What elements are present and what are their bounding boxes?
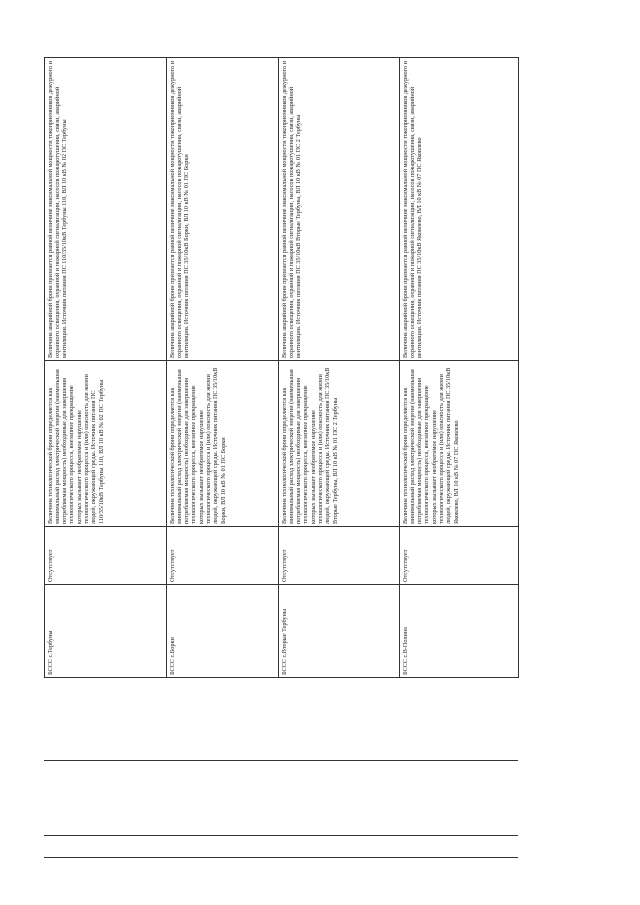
status-cell: Отсутствует: [279, 527, 400, 585]
emergency-armor-cell: Величина аварийной брони признается равной величине максимальной мощности токоприемников дежурного и охранного освещения, охранной и пожарной сигнализации, насосов пожаротушения, связи, аварийной вентиляции. Источник питания ПС 35/10кВ Борки, ВЛ 10 кВ № 01 ПС Борки: [167, 58, 279, 361]
object-name-cell: БССС с.Тербуны: [45, 585, 167, 678]
divider-line: [44, 760, 518, 761]
technological-armor-cell: Величина технологической брони определяется как минимальный расход электрической энергии (наименьшая потребляемая мощность) необходимые для завершения технологического процесса, внезапное прекращение которых вызывает необратимое нарушение технологического процесса и (или) опасность для жизни людей, окружающей среды. Источник питания ПС 35/10кВ Борки, ВЛ 10 кВ № 01 ПС Борки: [167, 361, 279, 527]
rotated-table-area: [44, 58, 518, 678]
table-row: [279, 58, 400, 678]
divider-line: [44, 857, 518, 858]
status-cell: Отсутствует: [167, 527, 279, 585]
rotated-table-container: [44, 58, 518, 678]
divider-line: [44, 835, 518, 836]
emergency-armor-cell: Величина аварийной брони признается равной величине максимальной мощности токоприемников дежурного и охранного освещения, охранной и пожарной сигнализации, насосов пожаротушения, связи, аварийной вентиляции. Источник питания ПС 35/10кВ Вторые Тербуны, ВЛ 10 кВ № 01 ПС 2 Тербуны: [279, 58, 400, 361]
technological-armor-cell: Величина технологической брони определяется как минимальный расход электрической энергии (наименьшая потребляемая мощность) необходимые для завершения технологического процесса, внезапное прекращение которых вызывает необратимое нарушение технологического процесса и (или) опасность для жизни людей, окружающей среды. Источник питания ПС 35/10кВ Яковлево, ВЛ 10 кВ № 07 ПС Яковлево: [400, 361, 519, 527]
technological-armor-cell: Величина технологической брони определяется как минимальный расход электрической энергии (наименьшая потребляемая мощность) необходимые для завершения технологического процесса, внезапное прекращение которых вызывает необратимое нарушение технологического процесса и (или) опасность для жизни людей, окружающей среды. Источник питания ПС 35/10кВ Вторые Тербуны, ВЛ 10 кВ № 01 ПС 2 Тербуны: [279, 361, 400, 527]
object-name-cell: БССС с.Вторые Тербуны: [279, 585, 400, 678]
emergency-armor-cell: Величина аварийной брони признается равной величине максимальной мощности токоприемников дежурного и охранного освещения, охранной и пожарной сигнализации, насосов пожаротушения, связи, аварийной вентиляции. Источник питания ПС 110/35/10кВ Тербуны 110, ВЛ 10 кВ № 02 ПС Тербуны: [45, 58, 167, 361]
table-row: [45, 58, 167, 678]
status-cell: Отсутствует: [45, 527, 167, 585]
table-row: [167, 58, 279, 678]
armor-table: [44, 57, 519, 678]
table-row: [400, 58, 519, 678]
status-cell: Отсутствует: [400, 527, 519, 585]
object-name-cell: БССС с.Борки: [167, 585, 279, 678]
technological-armor-cell: Величина технологической брони определяется как минимальный расход электрической энергии (наименьшая потребляемая мощность) необходимые для завершения технологического процесса, внезапное прекращение которых вызывает необратимое нарушение технологического процесса и (или) опасность для жизни людей, окружающей среды. Источник питания ПС 110/35/10кВ Тербуны 110, ВЛ 10 кВ № 02 ПС Тербуны: [45, 361, 167, 527]
object-name-cell: БССС с.В-Полина: [400, 585, 519, 678]
emergency-armor-cell: Величина аварийной брони признается равной величине максимальной мощности токоприемников дежурного и охранного освещения, охранной и пожарной сигнализации, насосов пожаротушения, связи, аварийной вентиляции. Источник питания ПС 35/10кВ Яковлево, ВЛ 10 кВ № 07 ПС Яковлево: [400, 58, 519, 361]
